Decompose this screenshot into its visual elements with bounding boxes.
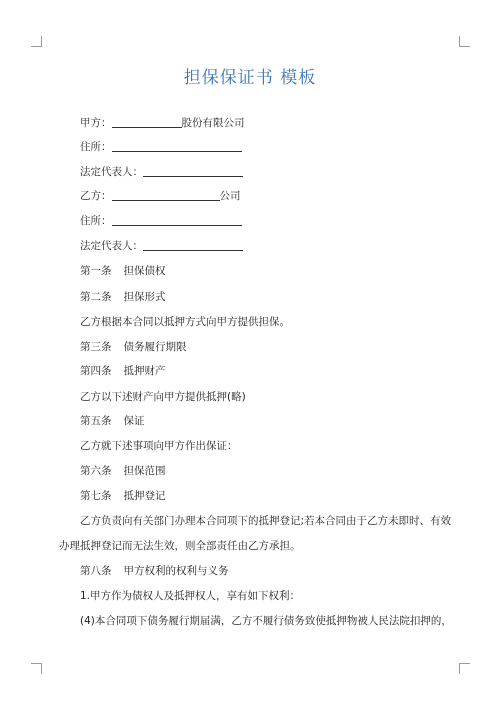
party-a-name-blank[interactable] [112, 116, 182, 128]
party-a-address-blank[interactable] [112, 140, 242, 152]
clause-8-item-1: 1.甲方作为债权人及抵押权人，享有如下权利： [80, 590, 301, 602]
party-b-label: 乙方： [80, 190, 112, 202]
clause-6-heading [80, 464, 166, 478]
clause-4-number: 第四条 [80, 365, 112, 377]
party-b-name-blank[interactable] [112, 189, 220, 201]
party-a-line [80, 116, 245, 130]
clause-2-title: 担保形式 [123, 291, 166, 303]
clause-7-number: 第七条 [80, 490, 112, 502]
clause-8-number: 第八条 [80, 565, 112, 577]
clause-4-title: 抵押财产 [123, 365, 166, 377]
clause-7-body-line-1: 乙方负责向有关部门办理本合同项下的抵押登记;若本合同由于乙方未即时、有效 [80, 515, 452, 527]
clause-8-title: 甲方权利的权利与义务 [123, 565, 229, 577]
party-a-rep-label: 法定代表人： [80, 166, 143, 178]
party-b-address-blank[interactable] [112, 214, 242, 226]
clause-4-heading [80, 364, 166, 378]
clause-3-number: 第三条 [80, 341, 112, 353]
clause-2-number: 第二条 [80, 291, 112, 303]
party-b-address-line [80, 214, 242, 228]
clause-5-heading [80, 414, 145, 428]
clause-2-heading [80, 290, 166, 304]
crop-mark-top-right [459, 36, 470, 47]
clause-5-title: 保证 [123, 415, 145, 427]
clause-8-item-1-4: (4)本合同项下债务履行期届满，乙方不履行债务致使抵押物被人民法院扣押的， [80, 615, 452, 627]
clause-7-body-line-2: 办理抵押登记而无法生效，则全部责任由乙方承担。 [59, 540, 301, 552]
crop-mark-bottom-left [31, 663, 42, 674]
clause-3-heading [80, 340, 187, 354]
party-a-label: 甲方： [80, 117, 112, 129]
clause-6-title: 担保范围 [123, 465, 166, 477]
clause-5-body: 乙方就下述事项向甲方作出保证： [80, 440, 238, 452]
clause-4-body: 乙方以下述财产向甲方提供抵押(略) [80, 391, 246, 403]
clause-2-body: 乙方根据本合同以抵押方式向甲方提供担保。 [80, 316, 290, 328]
clause-1-title: 担保债权 [123, 265, 166, 277]
party-b-line [80, 189, 241, 203]
party-b-rep-line [80, 239, 243, 253]
party-a-rep-line [80, 165, 243, 179]
clause-1-heading [80, 264, 166, 278]
party-a-address-line [80, 140, 242, 154]
party-a-rep-blank[interactable] [143, 165, 243, 177]
clause-8-heading [80, 564, 229, 578]
clause-7-title: 抵押登记 [123, 490, 166, 502]
clause-7-heading [80, 489, 166, 503]
clause-1-number: 第一条 [80, 265, 112, 277]
crop-mark-top-left [31, 36, 42, 47]
clause-3-title: 债务履行期限 [123, 341, 187, 353]
clause-5-number: 第五条 [80, 415, 112, 427]
clause-6-number: 第六条 [80, 465, 112, 477]
party-b-address-label: 住所： [80, 215, 112, 227]
party-b-suffix: 公司 [219, 190, 241, 202]
party-a-suffix: 股份有限公司 [181, 117, 245, 129]
party-b-rep-label: 法定代表人： [80, 240, 143, 252]
party-b-rep-blank[interactable] [143, 239, 243, 251]
document-title: 担保保证书 模板 [183, 68, 317, 88]
party-a-address-label: 住所： [80, 141, 112, 153]
crop-mark-bottom-right [459, 663, 470, 674]
